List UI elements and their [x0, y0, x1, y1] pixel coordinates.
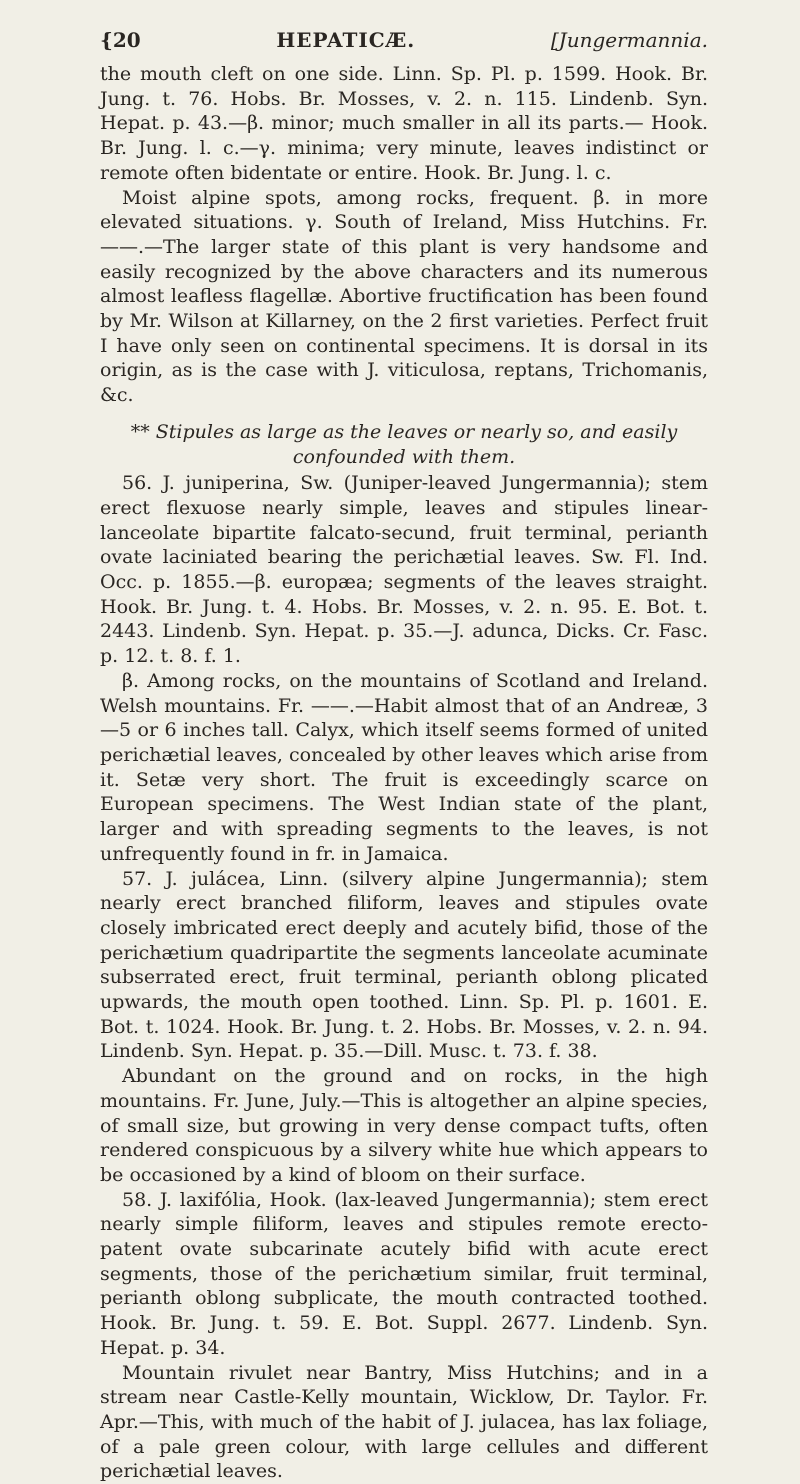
paragraph-habitat-57: Abundant on the ground and on rocks, in the high mountains. Fr. June, July.—This is altogether an alpine species, of small size, but growing in very dense compact tufts, often rendered conspicuous by a silvery white hue which appears to be occasioned by a kind of bloom on their surface. [100, 1065, 708, 1186]
paragraph-species-58: 58. J. laxifólia, Hook. (lax-leaved Jungermannia); stem erect nearly simple filiform, leaves and stipules remote erecto-patent ovate subcarinate acutely bifid with acute erect segments, those of the perichætium similar, fruit terminal, perianth oblong subplicate, the mouth contracted toothed. Hook. Br. Jung. t. 59. E. Bot. Suppl. 2677. Lindenb. Syn. Hepat. p. 34. [100, 1188, 708, 1359]
paragraph-habitat-55: Moist alpine spots, among rocks, frequent. β. in more elevated situations. γ. South of Ireland, Miss Hutchins. Fr. ——.—The larger state of this plant is very handsome and easily recognized by the above characters and its numerous almost leafless flagellæ. Abortive fructification has been found by Mr. Wilson at Killarney, on the 2 first varieties. Perfect fruit I have only seen on continental specimens. It is dorsal in its origin, as is the case with J. viticulosa, reptans, Trichomanis, &c. [100, 186, 708, 407]
section-heading-stipules: ** Stipules as large as the leaves or nearly so, and easily confounded with them. [130, 420, 678, 468]
page-header [100, 28, 708, 52]
paragraph-species-57: 57. J. julácea, Linn. (silvery alpine Jungermannia); stem nearly erect branched filiform, leaves and stipules ovate closely imbricated erect deeply and acutely bifid, those of the perichætium quadripartite the segments lanceolate acuminate subserrated erect, fruit terminal, perianth oblong plicated upwards, the mouth open toothed. Linn. Sp. Pl. p. 1601. E. Bot. t. 1024. Hook. Br. Jung. t. 2. Hobs. Br. Mosses, v. 2. n. 94. Lindenb. Syn. Hepat. p. 35.—Dill. Musc. t. 73. f. 38. [100, 867, 708, 1063]
paragraph-habitat-56: β. Among rocks, on the mountains of Scotland and Ireland. Welsh mountains. Fr. ——.—Habit almost that of an Andreæ, 3—5 or 6 inches tall. Calyx, which itself seems formed of united perichætial leaves, concealed by other leaves which arise from it. Setæ very short. The fruit is exceedingly scarce on European specimens. The West Indian state of the plant, larger and with spreading segments to the leaves, is not unfrequently found in fr. in Jamaica. [100, 669, 708, 865]
paragraph-continuation: the mouth cleft on one side. Linn. Sp. Pl. p. 1599. Hook. Br. Jung. t. 76. Hobs. Br. Mosses, v. 2. n. 115. Lindenb. Syn. Hepat. p. 43.—β. minor; much smaller in all its parts.— Hook. Br. Jung. l. c.—γ. minima; very minute, leaves indistinct or remote often bidentate or entire. Hook. Br. Jung. l. c. [100, 63, 708, 184]
paragraph-species-56: 56. J. juniperina, Sw. (Juniper-leaved Jungermannia); stem erect flexuose nearly simple, leaves and stipules linear-lanceolate bipartite falcato-secund, fruit terminal, perianth ovate laciniated bearing the perichætial leaves. Sw. Fl. Ind. Occ. p. 1855.—β. europæa; segments of the leaves straight. Hook. Br. Jung. t. 4. Hobs. Br. Mosses, v. 2. n. 95. E. Bot. t. 2443. Lindenb. Syn. Hepat. p. 35.—J. adunca, Dicks. Cr. Fasc. p. 12. t. 8. f. 1. [100, 472, 708, 668]
running-head: [Jungermannia. [550, 28, 708, 52]
paragraph-habitat-58: Mountain rivulet near Bantry, Miss Hutchins; and in a stream near Castle-Kelly mountain, Wicklow, Dr. Taylor. Fr. Apr.—This, with much of the habit of J. julacea, has lax foliage, of a pale green colour, with large cellules and different perichætial leaves. [100, 1361, 708, 1483]
page-number: {20 [100, 28, 141, 52]
page-title: HEPATICÆ. [276, 28, 416, 52]
